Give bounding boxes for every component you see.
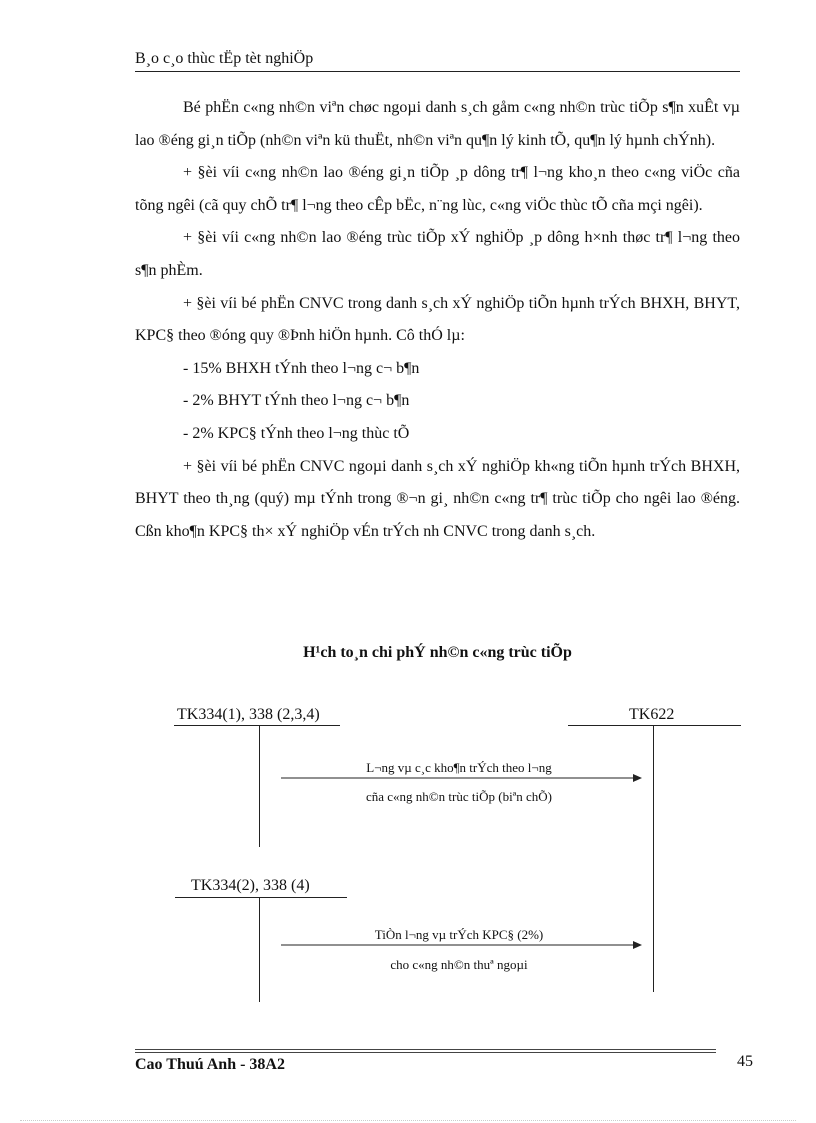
diagram-title: H¹ch to¸n chi phÝ nh©n c«ng trùc tiÕp bbox=[303, 644, 572, 661]
arrow-1-label-bottom: cña c«ng nh©n trùc tiÕp (biªn chÕ) bbox=[365, 789, 553, 804]
arrow-1-label-top: L¬ng vµ c¸c kho¶n trÝch theo l¬ng bbox=[366, 760, 552, 775]
list-item-bhxh: - 15% BHXH tÝnh theo l¬ng c¬ b¶n bbox=[183, 359, 420, 377]
page-bottom-dotted-edge bbox=[20, 1120, 796, 1121]
list-item-kpcd: - 2% KPC§ tÝnh theo l¬ng thùc tÕ bbox=[183, 424, 410, 442]
account-rule-tk334-2 bbox=[175, 897, 347, 898]
footer-author: Cao Thuú Anh - 38A2 bbox=[135, 1056, 285, 1073]
header-rule bbox=[135, 71, 740, 72]
footer-rule-bottom bbox=[135, 1052, 716, 1053]
account-stem-tk334-1 bbox=[259, 726, 260, 847]
arrow-2-label-bottom: cho c«ng nh©n thuª ngoµi bbox=[390, 957, 528, 972]
account-stem-tk622 bbox=[653, 726, 654, 992]
paragraph-1: Bé phËn c«ng nh©n viªn chøc ngoµi danh s¸ch gåm c«ng nh©n trùc tiÕp s¶n xuÊt vµ lao ®éng gi¸n tiÕp (nh©n viªn kü thuËt, nh©n viªn qu¶n lý kinh tÕ, qu¶n lý hµnh chÝnh). bbox=[135, 99, 740, 149]
account-rule-tk334-1 bbox=[174, 725, 340, 726]
account-label-tk334-2: TK334(2), 338 (4) bbox=[191, 877, 310, 894]
account-label-tk622: TK622 bbox=[629, 706, 675, 723]
paragraph-3: + §èi víi c«ng nh©n lao ®éng trùc tiÕp xÝ nghiÖp ¸p dông h×nh thøc tr¶ l¬ng theo s¶n phÈm. bbox=[135, 229, 740, 279]
page-header-title: B¸o c¸o thùc tËp tèt nghiÖp bbox=[135, 50, 314, 67]
footer-rule-top bbox=[135, 1049, 716, 1050]
arrow-1 bbox=[281, 772, 643, 784]
body-text bbox=[135, 92, 740, 548]
account-stem-tk334-2 bbox=[259, 898, 260, 1002]
page-number: 45 bbox=[737, 1053, 753, 1070]
arrow-2 bbox=[281, 939, 643, 951]
account-label-tk334-1: TK334(1), 338 (2,3,4) bbox=[177, 706, 320, 723]
account-rule-tk622 bbox=[568, 725, 741, 726]
paragraph-4: + §èi víi bé phËn CNVC trong danh s¸ch xÝ nghiÖp tiÕn hµnh trÝch BHXH, BHYT, KPC§ theo ®óng quy ®Þnh hiÖn hµnh. Cô thÓ lµ: bbox=[135, 294, 740, 345]
list-item-bhyt: - 2% BHYT tÝnh theo l¬ng c¬ b¶n bbox=[183, 392, 410, 410]
paragraph-2: + §èi víi c«ng nh©n lao ®éng gi¸n tiÕp ¸p dông tr¶ l¬ng kho¸n theo c«ng viÖc cña tõng ngêi (cã quy chÕ tr¶ l¬ng theo cÊp bËc, n¨ng lùc, c«ng viÖc thùc tÕ cña mçi ngêi). bbox=[135, 164, 740, 214]
arrow-2-label-top: TiÒn l¬ng vµ trÝch KPC§ (2%) bbox=[374, 927, 544, 942]
paragraph-5: + §èi víi bé phËn CNVC ngoµi danh s¸ch xÝ nghiÖp kh«ng tiÕn hµnh trÝch BHXH, BHYT theo th¸ng (quý) mµ tÝnh trong ®¬n gi¸ nh©n c«ng tr¶ trùc tiÕp cho ngêi lao ®éng. Cßn kho¶n KPC§ th× xÝ nghiÖp vÉn trÝch nh CNVC trong danh s¸ch. bbox=[135, 457, 740, 540]
